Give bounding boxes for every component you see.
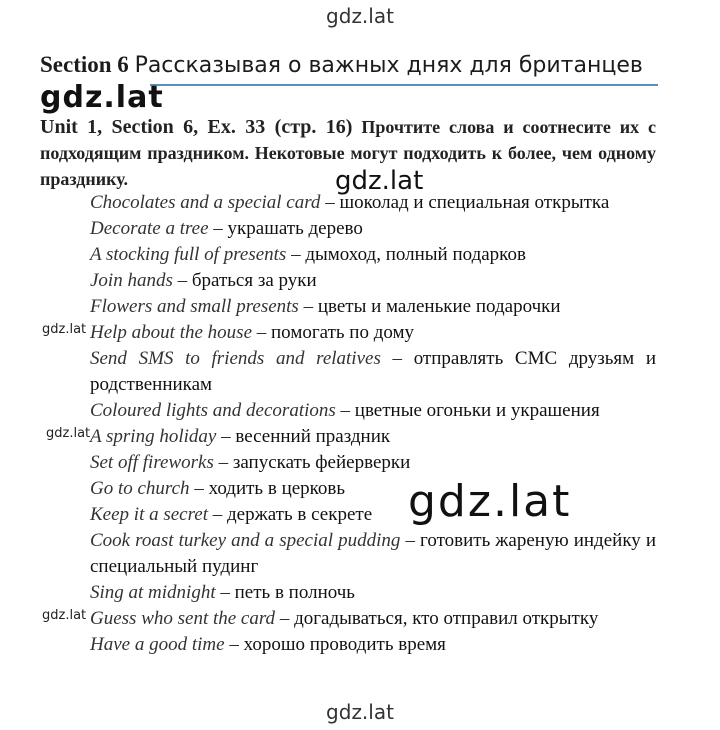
- phrase-item: Flowers and small presents – цветы и маленькие подарочки: [90, 296, 561, 317]
- phrase-english: Keep it a secret: [90, 504, 209, 525]
- phrase-item: A stocking full of presents – дымоход, полный подарков: [90, 244, 526, 265]
- watermark-small-3: gdz.lat: [42, 608, 87, 623]
- phrase-english: Send SMS to friends and relatives: [90, 348, 381, 369]
- phrase-english: Guess who sent the card: [90, 608, 276, 629]
- phrase-translation: браться за руки: [191, 270, 317, 291]
- phrase-english: A spring holiday: [90, 426, 217, 447]
- phrase-english: Sing at midnight: [90, 582, 216, 603]
- phrase-item: Cook roast turkey and a special pudding – готовить жареную индейку и специальный пудинг: [90, 530, 657, 577]
- phrase-item: Have a good time – хорошо проводить время: [90, 634, 446, 655]
- phrase-translation: готовить жареную индейку и специальный пудинг: [90, 530, 657, 577]
- phrase-translation: дымоход, полный подарков: [305, 244, 526, 265]
- watermark-large: gdz.lat: [40, 80, 164, 115]
- phrase-english: Coloured lights and decorations: [90, 400, 336, 421]
- phrase-item: A spring holiday – весенний праздник: [90, 426, 391, 447]
- watermark-bottom: gdz.lat: [326, 700, 394, 724]
- phrase-translation: догадываться, кто отправил открытку: [294, 608, 599, 629]
- phrase-item: Guess who sent the card – догадываться, кто отправил открытку: [90, 608, 599, 629]
- phrase-item: Coloured lights and decorations – цветные огоньки и украшения: [90, 400, 600, 421]
- phrase-translation: отправлять СМС друзьям и родственникам: [90, 348, 656, 395]
- watermark-mid: gdz.lat: [335, 166, 424, 196]
- section-label: Section 6: [40, 52, 129, 77]
- phrase-english: Go to church: [90, 478, 190, 499]
- exercise-reference: Unit 1, Section 6, Ex. 33 (стр. 16): [40, 116, 353, 138]
- phrase-translation: помогать по дому: [271, 322, 415, 343]
- phrase-english: Flowers and small presents: [90, 296, 299, 317]
- watermark-top: gdz.lat: [326, 4, 394, 28]
- phrase-translation: весенний праздник: [235, 426, 391, 447]
- phrase-english: Cook roast turkey and a special pudding: [90, 530, 401, 551]
- phrase-translation: петь в полночь: [234, 582, 355, 603]
- phrase-item: Go to church – ходить в церковь: [90, 478, 346, 499]
- phrase-english: Join hands: [90, 270, 173, 291]
- phrase-item: Chocolates and a special card – шоколад и специальная открытка: [90, 192, 610, 213]
- phrase-translation: ходить в церковь: [208, 478, 346, 499]
- section-header: [40, 52, 643, 78]
- phrase-item: Join hands – браться за руки: [90, 270, 317, 291]
- phrase-english: Decorate a tree: [90, 218, 209, 239]
- phrase-english: Chocolates and a special card: [90, 192, 321, 213]
- phrase-item: Sing at midnight – петь в полночь: [90, 582, 355, 603]
- phrase-translation: цветные огоньки и украшения: [354, 400, 600, 421]
- phrase-item: Decorate a tree – украшать дерево: [90, 218, 363, 239]
- section-divider: [150, 84, 658, 86]
- phrase-item: Set off fireworks – запускать фейерверки: [90, 452, 411, 473]
- watermark-huge: gdz.lat: [408, 476, 572, 527]
- phrase-translation: держать в секрете: [227, 504, 373, 525]
- section-title: Рассказывая о важных днях для британцев: [134, 53, 643, 78]
- phrase-translation: запускать фейерверки: [232, 452, 411, 473]
- phrase-item: Help about the house – помогать по дому: [90, 322, 415, 343]
- watermark-small-2: gdz.lat: [46, 426, 91, 441]
- phrase-list: [90, 190, 656, 658]
- phrase-translation: шоколад и специальная открытка: [339, 192, 610, 213]
- watermark-small-1: gdz.lat: [42, 322, 87, 337]
- phrase-item: Send SMS to friends and relatives – отправлять СМС друзьям и родственникам: [90, 348, 656, 395]
- exercise-instruction: Прочтите слова и соотнесите их с подходящим праздником. Некотовые могут подходить к более, чем одному празднику.: [40, 117, 657, 189]
- phrase-english: Have a good time: [90, 634, 225, 655]
- phrase-english: A stocking full of presents: [90, 244, 287, 265]
- phrase-english: Set off fireworks: [90, 452, 214, 473]
- phrase-english: Help about the house: [90, 322, 253, 343]
- phrase-item: Keep it a secret – держать в секрете: [90, 504, 373, 525]
- phrase-translation: цветы и маленькие подарочки: [317, 296, 561, 317]
- phrase-translation: украшать дерево: [227, 218, 363, 239]
- phrase-translation: хорошо проводить время: [243, 634, 446, 655]
